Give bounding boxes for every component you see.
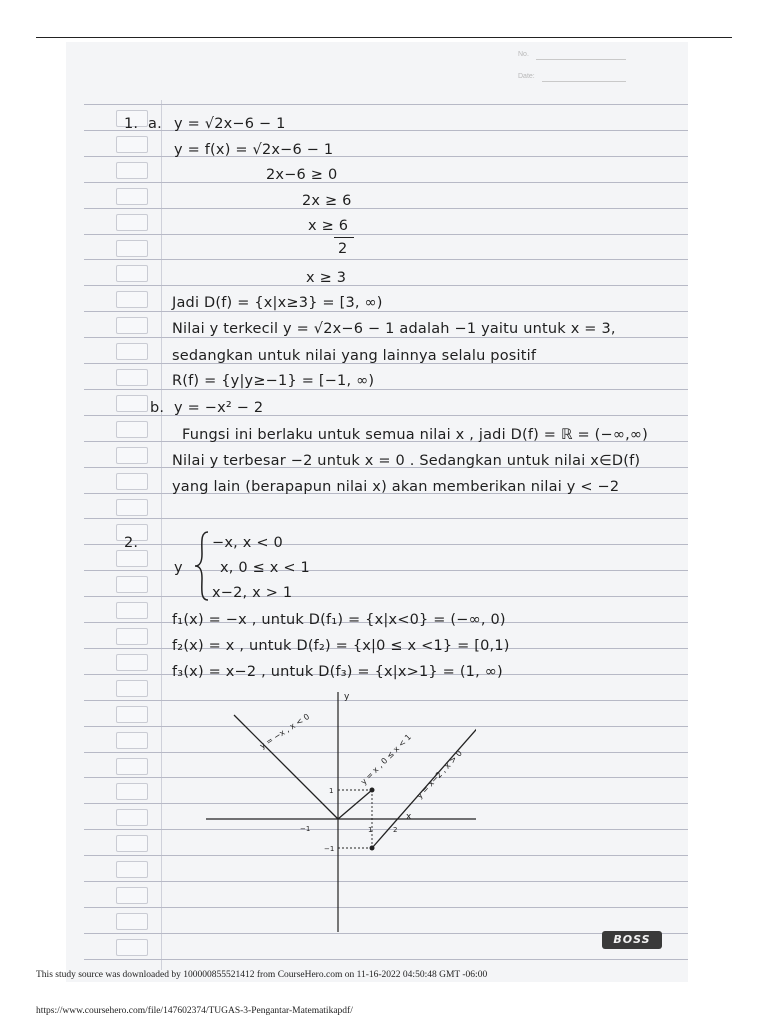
margin-box (116, 317, 148, 334)
b-line-2: Fungsi ini berlaku untuk semua nilai x , jadi D(f) = ℝ = (−∞,∞) (182, 427, 649, 443)
graph-line-x-minus-2 (372, 707, 476, 848)
b-line-4: yang lain (berapapun nilai x) akan memberikan nilai y < −2 (172, 479, 620, 495)
line-8: Jadi D(f) = {x|x≥3} = [3, ∞) (172, 295, 383, 311)
margin-box (116, 499, 148, 516)
line-5: x ≥ 6 (308, 218, 349, 234)
margin-box (116, 395, 148, 412)
case-3: x−2, x > 1 (212, 585, 293, 601)
problem-1-number: 1. (124, 116, 139, 132)
case-1: −x, x < 0 (212, 535, 283, 551)
margin-box (116, 628, 148, 645)
ruled-line (84, 285, 688, 286)
margin-box (116, 887, 148, 904)
tick-x-2: 2 (393, 826, 398, 834)
no-line (536, 59, 626, 60)
margin-box (116, 343, 148, 360)
y-axis-label: y (344, 692, 350, 702)
top-rule (36, 37, 732, 38)
margin-box (116, 188, 148, 205)
fraction-bar (334, 237, 354, 238)
line-1: y = √2x−6 − 1 (174, 116, 286, 132)
margin-box (116, 783, 148, 800)
line-11: R(f) = {y|y≥−1} = [−1, ∞) (172, 373, 375, 389)
case-2: x, 0 ≤ x < 1 (220, 560, 310, 576)
line-2: y = f(x) = √2x−6 − 1 (174, 142, 334, 158)
piecewise-y-label: y (174, 560, 183, 576)
ruled-line (84, 337, 688, 338)
function-2: f₂(x) = x , untuk D(f₂) = {x|0 ≤ x <1} = [0,1) (172, 638, 510, 654)
margin-box (116, 421, 148, 438)
problem-1b-label: b. (150, 400, 165, 416)
margin-box (116, 835, 148, 852)
ruled-line (84, 933, 688, 934)
ruled-line (84, 259, 688, 260)
line-10: sedangkan untuk nilai yang lainnya selalu positif (172, 348, 537, 364)
margin-box (116, 706, 148, 723)
ruled-line (84, 234, 688, 235)
margin-box (116, 576, 148, 593)
line-3: 2x−6 ≥ 0 (266, 167, 338, 183)
date-label: Date: (518, 73, 535, 80)
b-line-3: Nilai y terbesar −2 untuk x = 0 . Sedangkan untuk nilai x∈D(f) (172, 453, 641, 469)
ruled-line (84, 389, 688, 390)
ruled-line (84, 208, 688, 209)
line-7: x ≥ 3 (306, 270, 347, 286)
margin-box (116, 473, 148, 490)
label-neg-x-line: y = −x , x < 0 (258, 711, 312, 751)
tick-x-1: 1 (368, 826, 373, 834)
tick-x-neg1: −1 (300, 825, 311, 833)
piecewise-brace (192, 530, 212, 602)
source-url[interactable]: https://www.coursehero.com/file/147602374/TUGAS-3-Pengantar-Matematikapdf/ (36, 1006, 353, 1016)
function-3: f₃(x) = x−2 , untuk D(f₃) = {x|x>1} = (1, ∞) (172, 664, 503, 680)
margin-box (116, 136, 148, 153)
graph-line-x (338, 790, 372, 819)
margin-box (116, 913, 148, 930)
ruled-line (84, 311, 688, 312)
tick-y-neg1: −1 (324, 845, 335, 853)
download-note: This study source was downloaded by 100000855521412 from CourseHero.com on 11-16-2022 04:50:48 GMT -06:00 (36, 970, 488, 980)
notebook-page (66, 42, 688, 982)
margin-box (116, 680, 148, 697)
margin-box (116, 602, 148, 619)
ruled-line (84, 544, 688, 545)
margin-line (161, 100, 162, 970)
margin-box (116, 240, 148, 257)
line-4: 2x ≥ 6 (302, 193, 352, 209)
b-line-1: y = −x² − 2 (174, 400, 264, 416)
boss-logo: BOSS (602, 931, 662, 949)
margin-box (116, 758, 148, 775)
label-x-line: y = x , 0 ≤ x < 1 (359, 732, 414, 787)
margin-box (116, 550, 148, 567)
margin-box (116, 861, 148, 878)
ruled-line (84, 959, 688, 960)
line-9: Nilai y terkecil y = √2x−6 − 1 adalah −1 yaitu untuk x = 3, (172, 321, 616, 337)
date-line (542, 81, 626, 82)
margin-box (116, 447, 148, 464)
piecewise-graph (196, 687, 476, 932)
tick-y-1: 1 (329, 787, 334, 795)
margin-box (116, 939, 148, 956)
margin-box (116, 732, 148, 749)
ruled-line (84, 518, 688, 519)
margin-box (116, 162, 148, 179)
problem-1a-label: a. (148, 116, 162, 132)
margin-box (116, 369, 148, 386)
ruled-line (84, 596, 688, 597)
ruled-line (84, 104, 688, 105)
margin-box (116, 809, 148, 826)
margin-box (116, 214, 148, 231)
label-x-minus-2-line: y = x−2 , x > 0 (414, 748, 464, 801)
margin-box (116, 654, 148, 671)
margin-box (116, 291, 148, 308)
function-1: f₁(x) = −x , untuk D(f₁) = {x|x<0} = (−∞, 0) (172, 612, 506, 628)
margin-box (116, 265, 148, 282)
problem-2-number: 2. (124, 535, 139, 551)
x-axis-label: x (406, 812, 412, 822)
no-label: No. (518, 51, 529, 58)
ruled-line (84, 182, 688, 183)
line-6: 2 (338, 241, 348, 257)
